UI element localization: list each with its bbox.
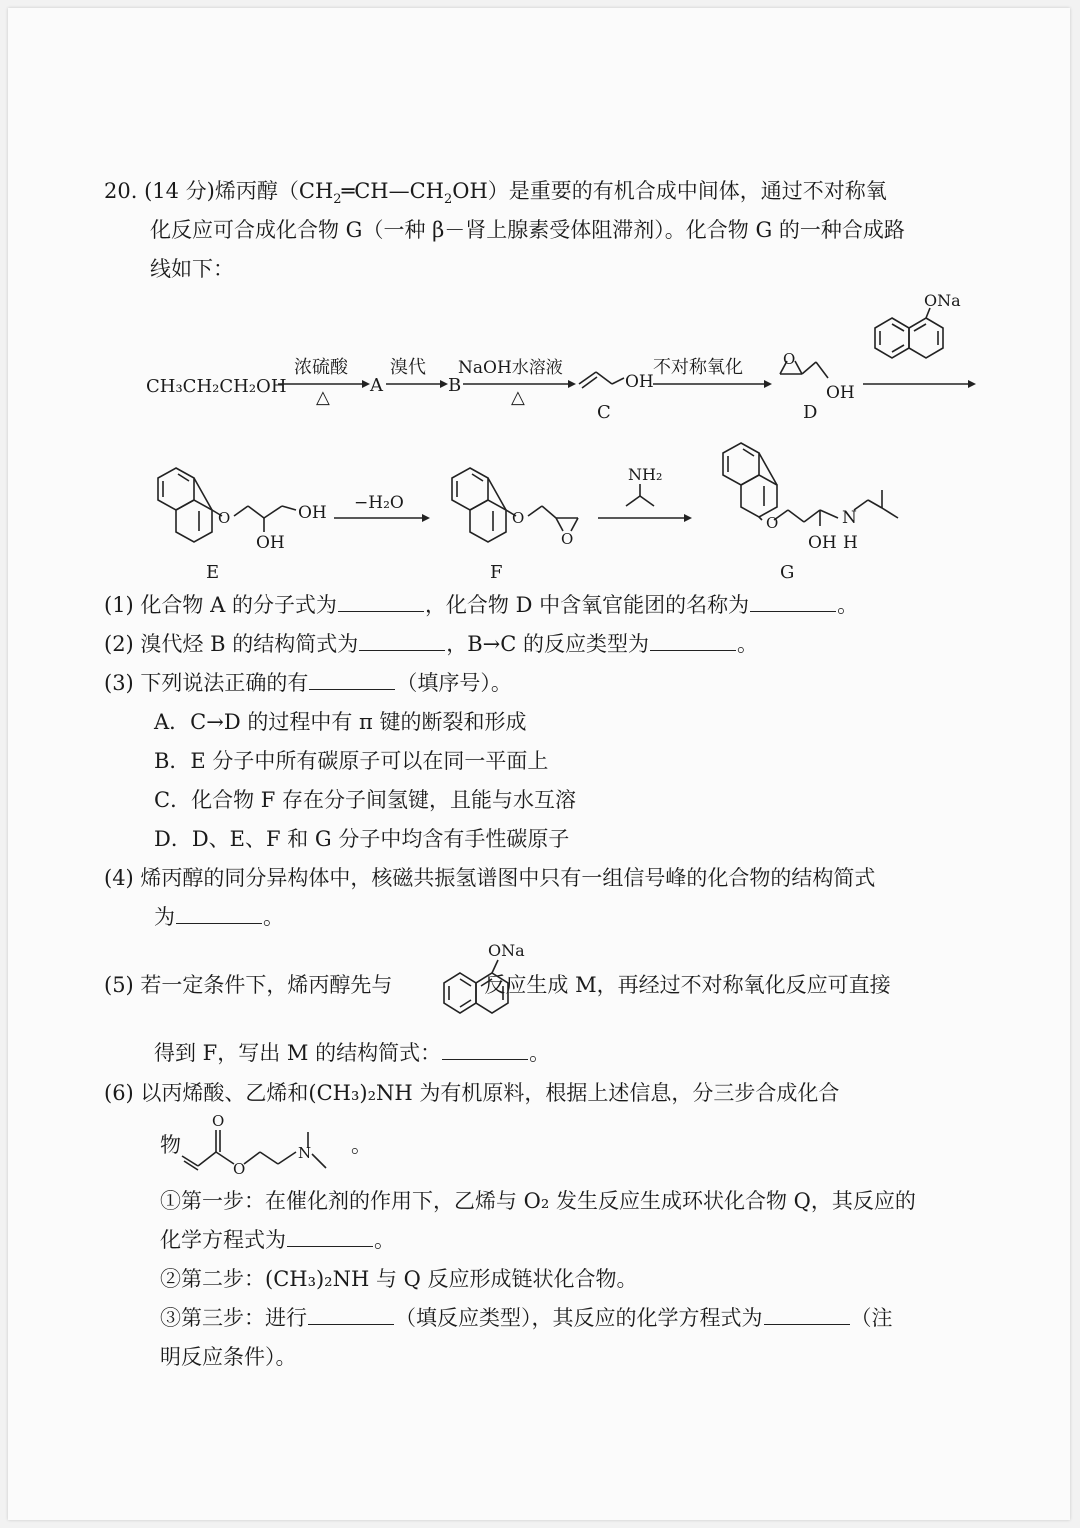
compound-B-label: B (448, 375, 462, 396)
q2-text-a: (2) 溴代烃 B 的结构简式为 (104, 632, 359, 656)
q6-step1-end: 。 (374, 1228, 395, 1252)
arrow-5-head (968, 380, 976, 388)
start-material: CH₃CH₂CH₂OH (146, 376, 287, 397)
answer-blank-q5[interactable] (442, 1039, 528, 1060)
q6-target-structure (176, 1108, 356, 1178)
sodium-naphthoxide-ona: ONa (924, 291, 961, 310)
q6-step-3-line-1 (160, 1303, 893, 1333)
sodium-naphthoxide-structure (875, 308, 943, 358)
arrow-3-condition-bottom: △ (511, 387, 525, 408)
question-number: 20. (104, 179, 138, 203)
q6-step-1-line-2 (160, 1225, 395, 1255)
q6-step3-text-c: （注 (850, 1306, 893, 1330)
q6-step3-text-a: ③第三步：进行 (160, 1306, 307, 1330)
answer-blank-q4[interactable] (176, 903, 262, 924)
synthesis-scheme-row-2 (8, 428, 1070, 588)
compound-E-structure (158, 468, 296, 542)
arrow-7-head (684, 514, 692, 522)
q5-text-b: 反应生成 M，再经过不对称氧化反应可直接 (484, 973, 891, 997)
answer-blank-q1-a[interactable] (338, 591, 424, 612)
subquestion-2 (104, 629, 758, 659)
compound-F-structure (452, 468, 578, 542)
q6-step-2: ②第二步：(CH₃)₂NH 与 Q 反应形成链状化合物。 (160, 1267, 638, 1291)
subquestion-3 (104, 668, 512, 698)
q6-carbonyl-o: O (212, 1112, 225, 1130)
q6-ester-o: O (233, 1160, 246, 1178)
compound-F-ether-o: O (512, 509, 525, 527)
subquestion-4-line-2 (154, 902, 284, 932)
compound-E-oh-1: OH (298, 503, 327, 523)
isopropylamine-structure (626, 484, 654, 506)
q4-text-end: 。 (263, 905, 284, 929)
answer-blank-q6-step3-type[interactable] (308, 1304, 394, 1325)
q6-text-end: 。 (351, 1133, 372, 1157)
intro-text-1a: 烯丙醇（CH (214, 179, 334, 203)
answer-blank-q1-b[interactable] (750, 591, 836, 612)
question-intro-line-3: 线如下： (150, 257, 234, 281)
q6-text-wu: 物 (160, 1133, 181, 1157)
answer-blank-q6-step1[interactable] (287, 1226, 373, 1247)
compound-C-structure (579, 372, 624, 388)
arrow-1-head (362, 380, 370, 388)
arrow-2-head (440, 380, 448, 388)
q6-step-3-line-2: 明反应条件）。 (160, 1345, 297, 1369)
q5-text-end: 。 (529, 1041, 551, 1065)
compound-F-label: F (490, 562, 503, 583)
q6-step-1-line-1: ①第一步：在催化剂的作用下，乙烯与 O₂ 发生反应生成环状化合物 Q，其反应的 (160, 1189, 916, 1213)
q1-text-a: (1) 化合物 A 的分子式为 (104, 593, 337, 617)
q3-option-a: A．C→D 的过程中有 π 键的断裂和形成 (154, 710, 527, 734)
arrow-2-condition-top: 溴代 (390, 357, 426, 378)
q6-step1-text: 化学方程式为 (160, 1228, 286, 1252)
subquestion-5-line-2 (154, 1038, 550, 1068)
q1-text-b: ，化合物 D 中含氧官能团的名称为 (424, 593, 750, 617)
question-intro-line-2: 化反应可合成化合物 G（一种 β－肾上腺素受体阻滞剂）。化合物 G 的一种合成路 (150, 218, 905, 242)
compound-C-oh: OH (625, 372, 654, 392)
compound-E-oh-2: OH (256, 533, 285, 553)
intro-text-1c: OH）是重要的有机合成中间体，通过不对称氧 (452, 179, 887, 203)
answer-blank-q6-step3-equation[interactable] (764, 1304, 850, 1325)
q6-amine-n: N (298, 1144, 312, 1162)
compound-G-label: G (780, 562, 795, 583)
compound-G-nh-h: H (843, 533, 858, 553)
arrow-1-condition-top: 浓硫酸 (294, 357, 348, 378)
answer-blank-q2-a[interactable] (359, 630, 445, 651)
compound-G-oh: OH (808, 533, 837, 553)
compound-G-ether-o: O (766, 514, 779, 532)
compound-D-epoxide-o: O (783, 350, 796, 368)
subquestion-1 (104, 590, 858, 620)
synthesis-scheme-row-1 (8, 278, 1070, 428)
arrow-1-condition-bottom: △ (316, 387, 330, 408)
compound-G-structure (723, 443, 898, 526)
q2-text-c: 。 (737, 632, 758, 656)
compound-E-label: E (206, 562, 220, 583)
arrow-3-condition-top: NaOH水溶液 (458, 358, 563, 378)
arrow-6-condition-top: −H₂O (354, 493, 404, 513)
arrow-4-head (764, 380, 772, 388)
q3-option-b: B．E 分子中所有碳原子可以在同一平面上 (154, 749, 549, 773)
compound-E-ether-o: O (218, 509, 231, 527)
q3-option-c: C．化合物 F 存在分子间氢键，且能与水互溶 (154, 788, 576, 812)
q5-ona-label: ONa (488, 941, 525, 960)
q3-option-d: D．D、E、F 和 G 分子中均含有手性碳原子 (154, 827, 570, 851)
compound-G-n: N (842, 508, 857, 528)
compound-F-epoxide-o: O (561, 530, 574, 548)
question-intro-line-1: 20. (14 分)烯丙醇$(CH_2═CH—CH_2OH)$是重要的有机合成中间体，通过不对称氧 (104, 179, 887, 208)
subquestion-4-line-1: (4) 烯丙醇的同分异构体中，核磁共振氢谱图中只有一组信号峰的化合物的结构简式 (104, 866, 876, 890)
q3-text-a: (3) 下列说法正确的有 (104, 671, 309, 695)
q6-step3-text-b: （填反应类型），其反应的化学方程式为 (395, 1306, 763, 1330)
q1-text-c: 。 (837, 593, 859, 617)
q5-text-a: (5) 若一定条件下，烯丙醇先与 (104, 973, 393, 997)
arrow-3-head (568, 380, 576, 388)
intro-text-1b: ═CH—CH (341, 179, 444, 203)
q2-text-b: ，B→C 的反应类型为 (446, 632, 649, 656)
exam-sheet (8, 8, 1070, 1520)
compound-D-oh: OH (826, 383, 855, 403)
arrow-6-head (422, 514, 430, 522)
q3-text-b: （填序号）。 (396, 671, 512, 695)
compound-A-label: A (370, 375, 383, 396)
compound-C-label: C (597, 402, 611, 423)
arrow-4-condition-top: 不对称氧化 (653, 357, 743, 378)
subquestion-6-line-1: (6) 以丙烯酸、乙烯和(CH₃)₂NH 为有机原料，根据上述信息，分三步合成化合 (104, 1081, 840, 1105)
answer-blank-q3[interactable] (309, 669, 395, 690)
question-points: (14 分) (144, 179, 215, 203)
compound-D-label: D (803, 402, 818, 423)
q5-naphthoxide-structure (428, 938, 528, 1033)
q5-text-c: 得到 F，写出 M 的结构简式： (154, 1041, 442, 1065)
isopropylamine-nh2: NH₂ (628, 465, 663, 484)
answer-blank-q2-b[interactable] (650, 630, 736, 651)
q4-text-a: 为 (154, 905, 175, 929)
